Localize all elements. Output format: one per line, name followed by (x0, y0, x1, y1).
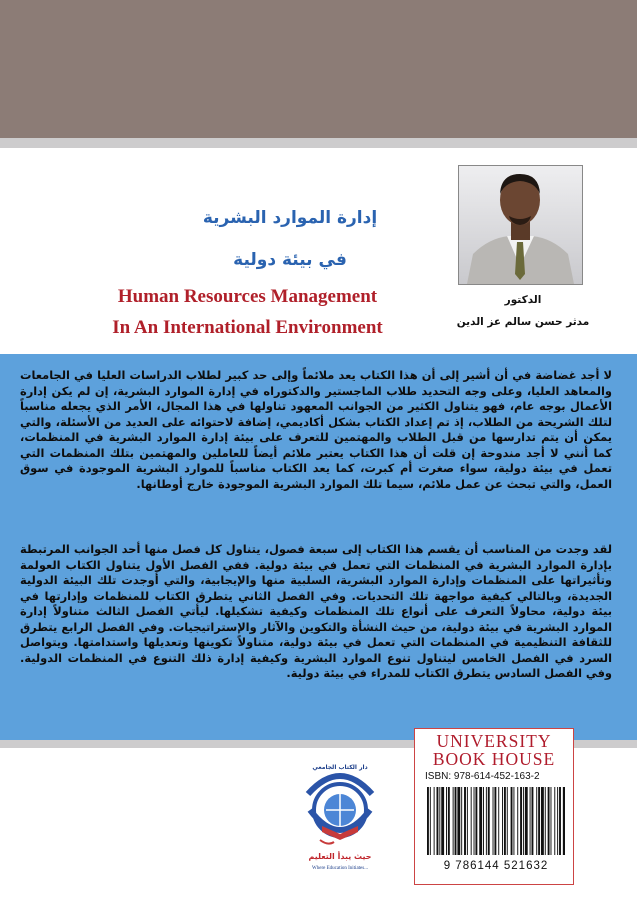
barcode-bar (483, 787, 484, 855)
publisher-name-line2: BOOK HOUSE (432, 749, 556, 769)
barcode-bar (479, 787, 482, 855)
title-arabic-line1: إدارة الموارد البشرية (202, 208, 378, 228)
barcode-bar (530, 787, 531, 855)
barcode-bar (448, 787, 450, 855)
author-prefix: الدكتور (504, 294, 542, 306)
barcode-bar (486, 787, 487, 855)
barcode-bar (439, 787, 440, 855)
barcode-bar (525, 787, 528, 855)
barcode-bar (517, 787, 518, 855)
barcode-bar (437, 787, 439, 855)
title-arabic-line2: في بيئة دولية (233, 250, 347, 270)
barcode-bar (513, 787, 514, 855)
barcode-bar (446, 787, 447, 855)
barcode-bar (430, 787, 431, 855)
barcode-bar (467, 787, 468, 855)
isbn-text: ISBN: 978-614-452-163-2 (425, 771, 540, 782)
barcode-bar (475, 787, 477, 855)
barcode (425, 787, 565, 855)
barcode-bar (453, 787, 454, 855)
barcode-bar (523, 787, 524, 855)
logo-tagline-arabic: حيث يبدأ التعليم (308, 852, 372, 861)
divider-top (0, 138, 637, 148)
barcode-bar (457, 787, 460, 855)
blurb-paragraph-1: لا أجد غضاضة في أن أشير إلى أن هذا الكتاب يعد ملائماً وإلى حد كبير لطلاب الدراسات العليا في الجامعات والمعاهد العليا، وعلى وجه التحديد طلاب الماجستير والدكتوراه في إدارة الموارد البشرية، إن لم يكن إدارة الأعمال بوجه عام، فهو يتناول الكثير من الجوانب المعهود تناولها في هذا المجال، الأمر الذي يجعله مناسباً لتلك الشريحة من الطلاب، إذ تم إعداد الكتاب بشكل أكاديمي، إضافة لاحتوائه على العديد من الأسئلة، والتي يمكن أن يتم تدارسها من قبل الطلاب والمهتمين للتعرف على بيئة إدارة الموارد البشرية في المنظمات، كما أنني لا أجد مندوحة إن قلت أن هذا الكتاب يعتبر ملائم أيضاً للعاملين والمهتمين بتلك المنظمات التي تعمل في بيئة دولية، سواء صغرت أم كبرت، كما يعد الكتاب مناسباً للموارد البشرية الموجودة في سوق العمل، والتي تبحث عن عمل ملائم، سيما تلك الموارد البشرية الموجودة خارج أوطانها. (20, 368, 612, 491)
barcode-bar (434, 787, 435, 855)
barcode-bar (520, 787, 522, 855)
barcode-bar (498, 787, 499, 855)
barcode-bar (471, 787, 472, 855)
barcode-bar (474, 787, 475, 855)
barcode-bar (441, 787, 444, 855)
barcode-bar (536, 787, 537, 855)
barcode-bar (548, 787, 550, 855)
barcode-bar (551, 787, 552, 855)
author-photo (458, 165, 583, 285)
barcode-bar (557, 787, 558, 855)
barcode-bar (541, 787, 544, 855)
barcode-bar (493, 787, 494, 855)
barcode-bar (455, 787, 457, 855)
barcode-number: 9 786144 521632 (443, 860, 549, 872)
logo-arabic-name: دار الكتاب الجامعي (312, 764, 368, 771)
barcode-bar (488, 787, 490, 855)
publisher-logo (300, 760, 380, 890)
barcode-bar (464, 787, 466, 855)
barcode-bar (532, 787, 534, 855)
barcode-bar (427, 787, 429, 855)
barcode-bar (554, 787, 555, 855)
logo-tagline-english: Where Education Initiates... (312, 866, 368, 871)
barcode-bar (563, 787, 565, 855)
barcode-bar (507, 787, 508, 855)
barcode-bar (502, 787, 503, 855)
barcode-bar (559, 787, 561, 855)
author-portrait-icon (459, 166, 582, 284)
author-name: مدثر حسن سالم عز الدين (456, 316, 590, 328)
barcode-bar (511, 787, 513, 855)
top-band (0, 0, 637, 138)
barcode-bar (504, 787, 506, 855)
barcode-bar (461, 787, 462, 855)
publisher-box (414, 728, 574, 885)
barcode-bar (494, 787, 496, 855)
barcode-bar (545, 787, 546, 855)
blurb-paragraph-2: لقد وجدت من المناسب أن يقسم هذا الكتاب إلى سبعة فصول، يتناول كل فصل منها أحد الجوانب المرتبطة بإدارة الموارد البشرية في المنظمات التي تعمل في بيئة دولية. ففي الفصل الأول يتناول الكتاب العولمة وتأثيراتها على المنظمات وإدارة الموارد البشرية، السلبية منها والإيجابية، والتي أوجدت تلك البيئة الدولية الجديدة، وبالتالي كيفية مواجهة تلك التحديات. وفي الفصل الثاني يتطرق الكتاب للمنظمات وإدارتها في بيئة دولية، محاولاً التعرف على أنواع تلك المنظمات وكيفية تشكيلها. ليأتي الفصل الثالث متناولاً إدارة الموارد البشرية في بيئة دولية، من حيث النشأة والتكوين والآثار والإستراتيجيات. وفي الفصل الرابع يتطرق للثقافة التنظيمية في المنظمات التي تعمل في بيئة دولية، متناولاً تكوينها وتعديلها واستدامتها. ويتواصل السرد في الفصل الخامس ليتناول تنوع الموارد البشرية وكيفية إدارة ذلك التنوع في المنظمات الدولية. وفي الفصل السادس يتطرق الكتاب للمدراء في بيئة دولية. (20, 542, 612, 680)
title-english-line2: In An International Environment (112, 317, 383, 338)
title-english-line1: Human Resources Management (117, 286, 378, 307)
barcode-bar (538, 787, 540, 855)
publisher-name-line1: UNIVERSITY (436, 731, 552, 751)
